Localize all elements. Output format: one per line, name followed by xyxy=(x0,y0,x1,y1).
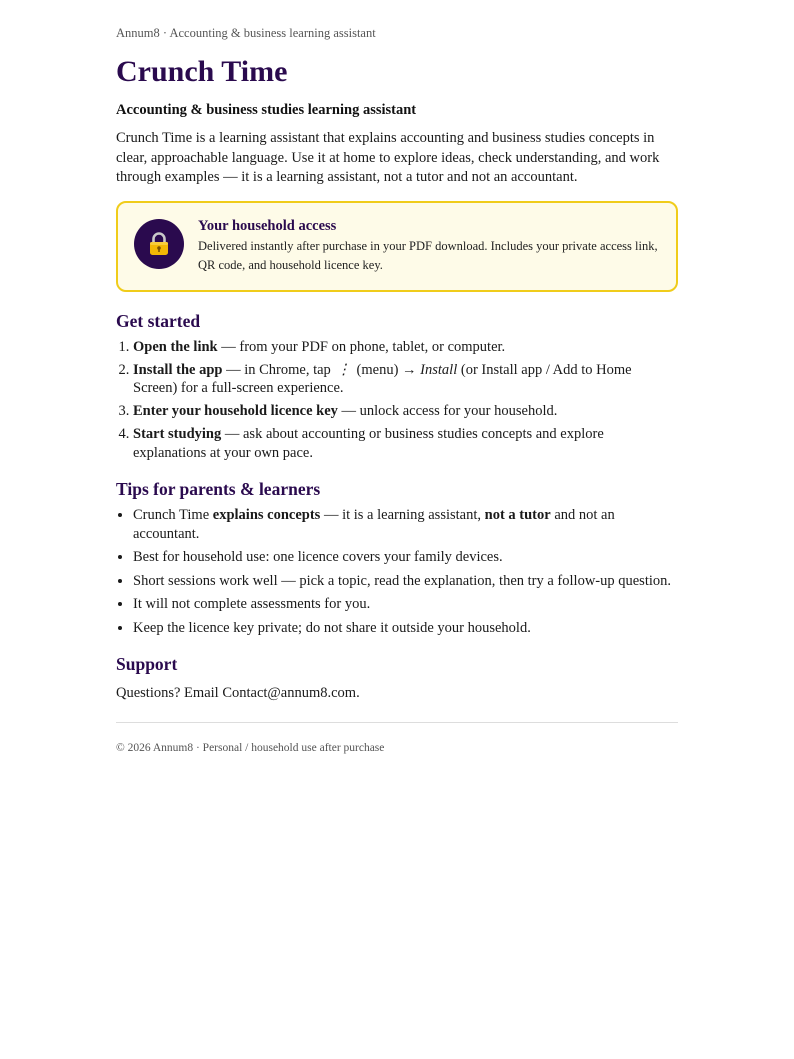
step-text: — unlock access for your household. xyxy=(337,403,558,419)
lock-icon xyxy=(148,232,170,256)
tip-text: — it is a learning assistant, xyxy=(320,507,485,523)
tips-list xyxy=(116,506,678,637)
callout-title: Your household access xyxy=(198,217,337,234)
kebab-menu-icon: ⋮ xyxy=(336,361,351,378)
document-page xyxy=(116,0,678,755)
install-label: Install xyxy=(416,361,458,378)
household-access-callout xyxy=(116,201,678,292)
arrow-right-icon: → xyxy=(402,361,417,378)
intro-paragraph: Crunch Time is a learning assistant that explains accounting and business studies concepts in clear, approachable language. Use it at home to explore ideas, check understanding, and work through examples — it is a learning assistant, not a tutor and not an accountant. xyxy=(116,130,660,185)
step-title: Install the app xyxy=(133,361,223,378)
step-text: — ask about accounting or business studies concepts and explore explanations at your own pace. xyxy=(133,426,604,461)
tip-emphasis: explains concepts xyxy=(212,507,321,523)
list-item xyxy=(133,338,678,357)
footer-text: © 2026 Annum8 · Personal / household use after purchase xyxy=(116,742,385,754)
step-text: (or Install app / Add to Home Screen) for a full-screen experience. xyxy=(133,361,632,396)
list-item xyxy=(133,361,678,398)
page-subtitle: Accounting & business studies learning assistant xyxy=(116,102,417,118)
step-text: — from your PDF on phone, tablet, or computer. xyxy=(217,338,506,355)
step-text: (menu) xyxy=(352,361,403,378)
list-item xyxy=(133,402,678,421)
get-started-heading: Get started xyxy=(116,310,201,331)
step-title: Enter your household licence key xyxy=(133,403,338,419)
step-title: Start studying xyxy=(133,426,222,442)
list-item: • Best for household use: one licence covers your family devices. xyxy=(133,548,678,567)
tip-text: and not an accountant. xyxy=(133,507,615,542)
list-item xyxy=(133,506,678,543)
support-text: Questions? Email Contact@annum8.com. xyxy=(116,685,360,701)
list-item: • Keep the licence key private; do not share it outside your household. xyxy=(133,619,678,638)
tip-text: Crunch Time xyxy=(133,507,213,523)
tips-heading: Tips for parents & learners xyxy=(116,479,321,499)
support-heading: Support xyxy=(116,654,178,674)
list-item xyxy=(133,425,678,462)
step-title: Open the link xyxy=(133,338,218,355)
breadcrumb: Annum8 · Accounting & business learning assistant xyxy=(116,26,376,40)
get-started-steps xyxy=(116,338,678,463)
tip-emphasis: not a tutor xyxy=(484,507,551,523)
callout-text xyxy=(198,217,660,276)
lock-badge xyxy=(134,219,184,269)
page-title: Crunch Time xyxy=(116,55,288,88)
callout-description: Delivered instantly after purchase in your PDF download. Includes your private access link, QR code, and household licence key. xyxy=(198,238,658,272)
footer-divider xyxy=(116,722,678,723)
list-item: • Short sessions work well — pick a topic, read the explanation, then try a follow-up question. xyxy=(133,572,678,591)
step-text: — in Chrome, tap xyxy=(222,361,335,378)
list-item: • It will not complete assessments for you. xyxy=(133,595,678,614)
